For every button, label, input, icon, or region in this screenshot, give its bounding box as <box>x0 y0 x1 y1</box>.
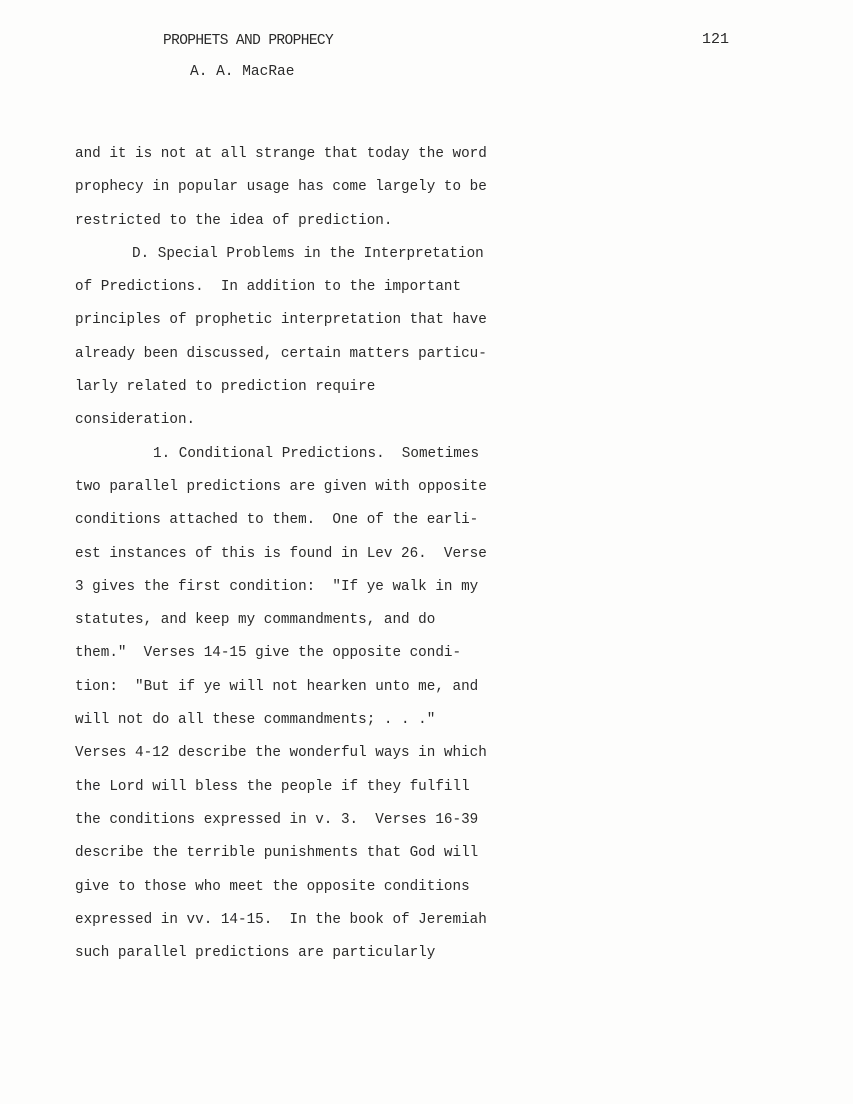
text-line: of Predictions. In addition to the important <box>75 279 462 296</box>
text-line: Verses 4-12 describe the wonderful ways in which <box>75 745 487 762</box>
text-line: 3 gives the first condition: "If ye walk in my <box>75 578 479 595</box>
text-line: already been discussed, certain matters particu- <box>75 345 487 362</box>
page-number: 121 <box>702 31 730 48</box>
text-line: give to those who meet the opposite conditions <box>75 878 470 895</box>
text-line: the conditions expressed in v. 3. Verses 16-39 <box>75 811 479 828</box>
text-line: describe the terrible punishments that God will <box>75 845 479 862</box>
text-line: est instances of this is found in Lev 26. Verse <box>75 545 487 562</box>
text-line: statutes, and keep my commandments, and do <box>75 612 436 629</box>
text-line: and it is not at all strange that today the word <box>75 146 487 162</box>
text-line: principles of prophetic interpretation that have <box>75 312 487 329</box>
text-line: restricted to the idea of prediction. <box>75 212 393 229</box>
text-line: two parallel predictions are given with opposite <box>75 478 487 495</box>
text-line: consideration. <box>75 412 196 429</box>
body-text <box>75 138 775 970</box>
text-line: will not do all these commandments; . . ." <box>75 712 436 729</box>
author-name: A. A. MacRae <box>190 64 295 80</box>
text-line: conditions attached to them. One of the earli- <box>75 512 479 529</box>
text-line: tion: "But if ye will not hearken unto me, and <box>75 678 479 695</box>
text-line: larly related to prediction require <box>75 379 376 396</box>
text-line: the Lord will bless the people if they fulfill <box>75 778 470 795</box>
running-title: PROPHETS AND PROPHECY <box>163 33 334 49</box>
text-line: prophecy in popular usage has come largely to be <box>75 179 487 196</box>
text-line: D. Special Problems in the Interpretation <box>132 245 484 262</box>
text-line: them." Verses 14-15 give the opposite condi- <box>75 645 462 662</box>
text-line: expressed in vv. 14-15. In the book of Jeremiah <box>75 911 487 928</box>
text-line: 1. Conditional Predictions. Sometimes <box>153 445 480 462</box>
text-line: such parallel predictions are particularly <box>75 945 436 962</box>
